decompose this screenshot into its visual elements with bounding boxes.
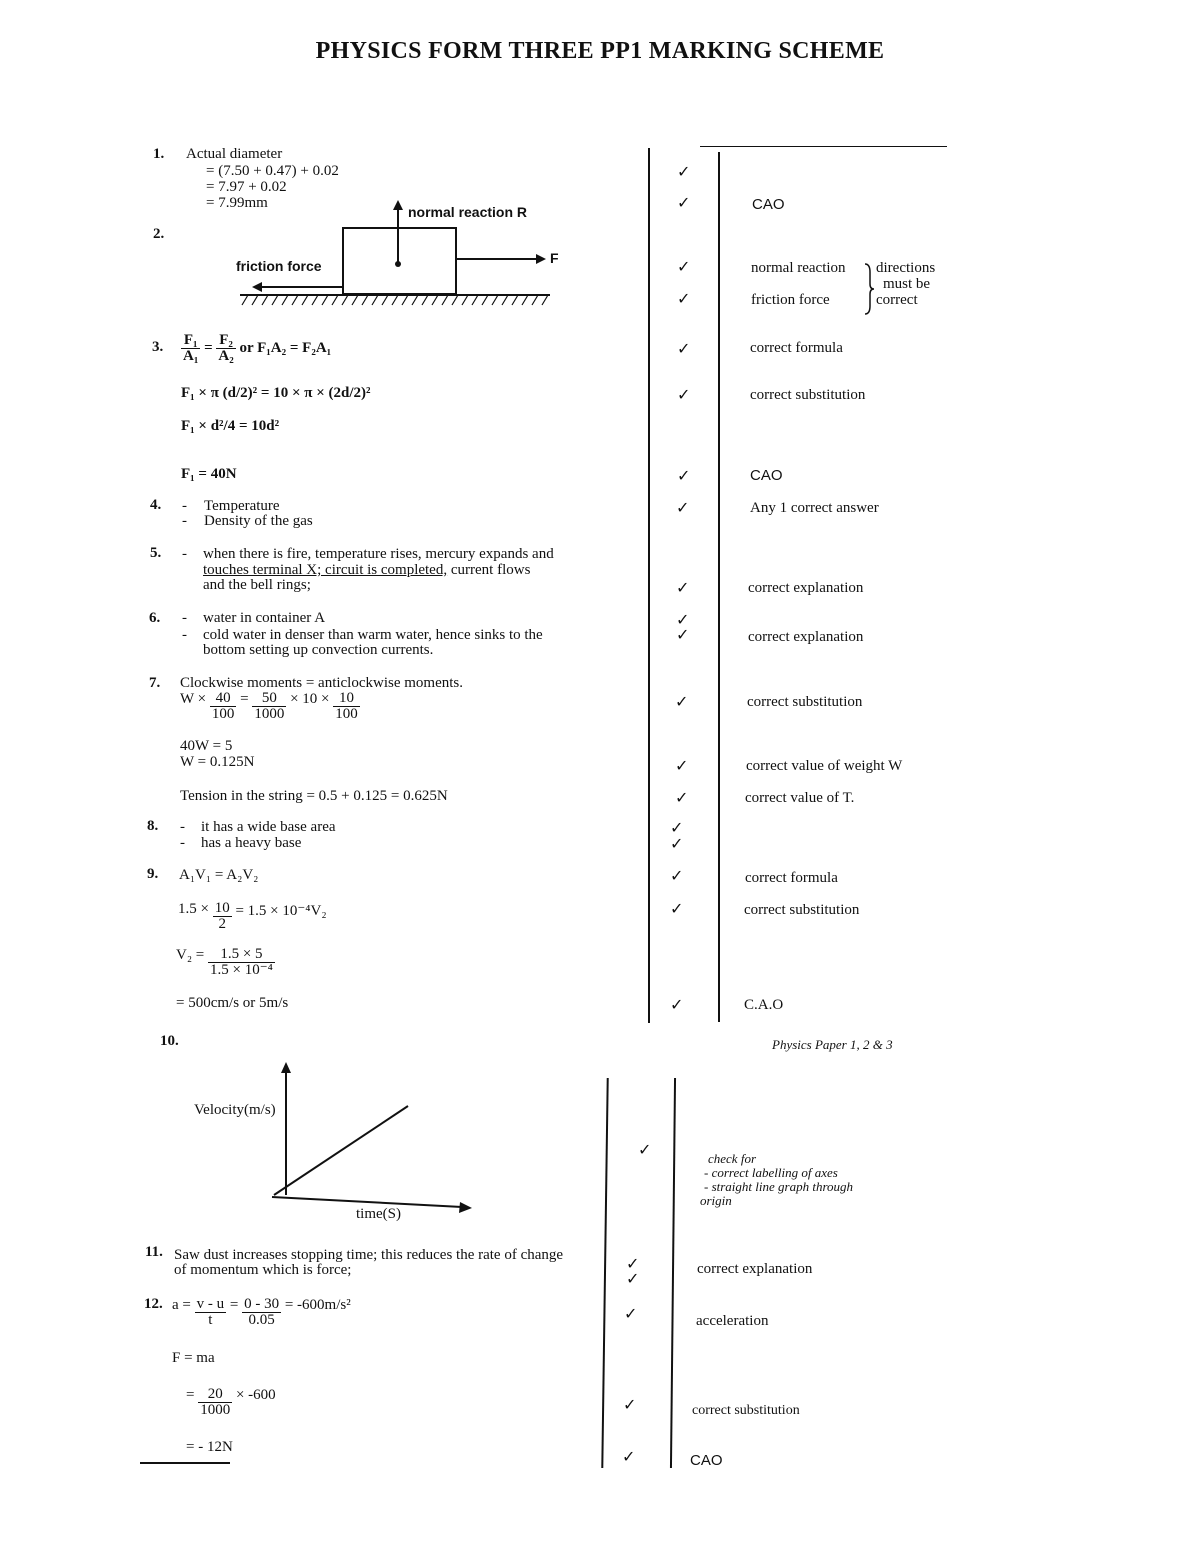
tick-mark: ✓ (626, 1269, 640, 1288)
tick-mark: ✓ (623, 1395, 637, 1414)
question-number: 8. (147, 818, 159, 834)
tick-mark: ✓ (676, 498, 690, 517)
column-divider-left (648, 148, 650, 1023)
q1-label: Actual diameter (186, 146, 283, 162)
bullet: - (180, 835, 185, 851)
q12-frac-den: 0.05 (248, 1312, 275, 1328)
q8-item: has a heavy base (201, 835, 302, 851)
q3-answer: F₁ = 40N (181, 466, 237, 482)
q4-remark: Any 1 correct answer (750, 500, 879, 516)
q9-frac-den: 2 (218, 916, 226, 932)
q7-frac-num: 50 (252, 691, 286, 707)
tick-mark: ✓ (676, 610, 690, 629)
q9-substitution (178, 901, 327, 932)
tick-mark: ✓ (677, 466, 691, 485)
q6-line: cold water in denser than warm water, hence sinks to the (203, 627, 543, 643)
q10-remark: - correct labelling of axes (704, 1165, 838, 1180)
q7-eq-part: × 10 × (290, 691, 330, 707)
q12-line: F = ma (172, 1350, 215, 1366)
tick-mark: ✓ (670, 995, 684, 1014)
q1-line: = 7.97 + 0.02 (206, 179, 287, 195)
column-divider-left-lower (601, 1078, 608, 1468)
q7-remark: correct substitution (747, 694, 863, 710)
y-axis-arrowhead (281, 1062, 291, 1073)
question-number: 12. (144, 1296, 163, 1312)
q2-remark-directions: must be (883, 276, 931, 292)
question-number: 9. (147, 866, 159, 882)
tick-mark: ✓ (676, 578, 690, 597)
bottom-rule (140, 1462, 230, 1464)
q3-remark: correct formula (750, 340, 843, 356)
q10-remark: check for (708, 1151, 757, 1166)
q10-remark: origin (700, 1193, 732, 1208)
tick-mark: ✓ (677, 162, 691, 181)
q9-eq-part: = 1.5 × 10⁻⁴V₂ (235, 903, 327, 919)
tick-mark: ✓ (677, 257, 691, 276)
q9-remark: C.A.O (744, 997, 784, 1013)
q7-substitution: W × $\frac{40}{100}$ = $\frac{50}{1000}$ × 10 × $\frac{10}{100}$ (180, 690, 358, 722)
tick-mark: ✓ (670, 834, 684, 853)
q5-underlined: touches terminal X; circuit is completed, (203, 562, 448, 578)
q12-eq-part: = -600m/s² (284, 1297, 351, 1313)
question-number: 6. (149, 610, 161, 626)
q3-remark: CAO (750, 467, 783, 484)
q8-item: it has a wide base area (201, 819, 336, 835)
tick-mark: ✓ (675, 788, 689, 807)
q6-line: water in container A (203, 610, 326, 626)
y-axis-label: Velocity(m/s) (194, 1102, 276, 1118)
question-number: 10. (160, 1033, 179, 1049)
q9-frac-den: 1.5 × 10⁻⁴ (210, 962, 273, 978)
tick-mark: ✓ (677, 385, 691, 404)
q12-answer: = - 12N (186, 1439, 233, 1455)
block-centre-dot (395, 261, 401, 267)
q4-item: Temperature (204, 498, 280, 514)
q12-acceleration (172, 1297, 351, 1328)
q9-eq-part: V₂ = (176, 947, 205, 963)
q12-frac-num: 0 - 30 (244, 1296, 280, 1312)
q9-answer: = 500cm/s or 5m/s (176, 995, 289, 1011)
q9-remark: correct formula (745, 870, 838, 886)
q11-remark: correct explanation (697, 1261, 813, 1277)
question-number: 11. (145, 1244, 163, 1260)
ground-hatching (242, 295, 548, 305)
tick-mark: ✓ (677, 339, 691, 358)
q2-remark: friction force (751, 292, 830, 308)
column-divider-right-lower (670, 1078, 676, 1468)
q7-frac-num: 40 (210, 691, 237, 707)
q7-line: Tension in the string = 0.5 + 0.125 = 0.625N (180, 788, 448, 804)
q12-remark: CAO (690, 1452, 723, 1469)
q7-remark: correct value of T. (745, 790, 855, 806)
x-axis-arrowhead (459, 1202, 472, 1213)
q2-remark-directions: correct (876, 292, 918, 308)
q7-frac-den: 1000 (254, 706, 285, 722)
graph-line (274, 1106, 408, 1195)
q7-remark: correct value of weight W (746, 758, 903, 774)
header-note: Physics Paper 1, 2 & 3 (772, 1037, 893, 1052)
question-number: 1. (153, 146, 165, 162)
tick-mark: ✓ (677, 289, 691, 308)
column-top-rule (700, 146, 947, 147)
bullet: - (182, 546, 187, 562)
question-number: 7. (149, 675, 161, 691)
q7-eq-part: W × (180, 691, 207, 707)
q12-remark: correct substitution (692, 1403, 800, 1418)
q9-formula: A₁V₁ = A₂V₂ (179, 867, 259, 883)
q9-rearranged (176, 947, 275, 978)
q3-simplify: F₁ × d²/4 = 10d² (181, 418, 280, 434)
q12-eq-part: × -600 (235, 1387, 276, 1403)
tick-mark: ✓ (622, 1447, 636, 1466)
tick-mark: ✓ (670, 818, 684, 837)
q7-line: Clockwise moments = anticlockwise moments. (180, 675, 464, 691)
q7-line: W = 0.125N (180, 754, 255, 770)
q7-line: 40W = 5 (180, 738, 233, 754)
q11-line: Saw dust increases stopping time; this reduces the rate of change (174, 1247, 564, 1263)
tick-mark: ✓ (638, 1140, 652, 1159)
q12-eq-part: = (186, 1387, 195, 1403)
question-number: 5. (150, 545, 162, 561)
q7-frac-den: 100 (211, 706, 235, 722)
q12-remark: acceleration (696, 1313, 769, 1329)
q9-frac-num: 10 (214, 900, 230, 916)
bullet: - (182, 627, 187, 643)
q6-remark: correct explanation (748, 629, 864, 645)
bullet: - (182, 513, 187, 529)
q12-frac-den: 1000 (200, 1402, 231, 1418)
q10-remark: - straight line graph through (704, 1179, 854, 1194)
applied-force-label: F (550, 250, 559, 266)
q4-item: Density of the gas (204, 513, 313, 529)
q12-frac-num: v - u (196, 1296, 225, 1312)
q12-eq-part: a = (172, 1297, 191, 1313)
bullet: - (182, 498, 187, 514)
page-title: PHYSICS FORM THREE PP1 MARKING SCHEME (315, 38, 885, 64)
tick-mark: ✓ (624, 1304, 638, 1323)
applied-force-arrowhead (536, 254, 546, 264)
friction-force-label: friction force (236, 258, 322, 274)
normal-reaction-arrowhead (393, 200, 403, 210)
tick-mark: ✓ (670, 866, 684, 885)
q12-frac-den: t (208, 1312, 213, 1328)
tick-mark: ✓ (676, 625, 690, 644)
q9-remark: correct substitution (744, 902, 860, 918)
q3-substitution: F₁ × π (d/2)² = 10 × π × (2d/2)² (181, 385, 371, 401)
q2-remark: normal reaction (751, 260, 846, 276)
q1-line: = 7.99mm (206, 195, 268, 211)
friction-arrowhead (252, 282, 262, 292)
velocity-time-graph (262, 1060, 482, 1220)
block (343, 228, 456, 294)
q9-eq-part: 1.5 × (178, 901, 209, 917)
q3-formula: $\frac{\text{F₁}}{\text{A₁}}$ = $\frac{\text{F₂}}{\text{A₂}}$ or F₁A₂ = F₂A₁ (183, 332, 332, 364)
bullet: - (180, 819, 185, 835)
brace (862, 262, 876, 316)
tick-mark: ✓ (677, 193, 691, 212)
q5-line: and the bell rings; (203, 577, 311, 593)
bullet: - (182, 610, 187, 626)
tick-mark: ✓ (670, 899, 684, 918)
q6-line: bottom setting up convection currents. (203, 642, 434, 658)
question-number: 4. (150, 497, 162, 513)
q3-formula-alt: or F₁A₂ = F₂A₁ (239, 340, 332, 356)
q2-remark-directions: directions (876, 260, 936, 276)
tick-mark: ✓ (626, 1254, 640, 1273)
q9-frac-num: 1.5 × 5 (208, 947, 275, 963)
q11-line: of momentum which is force; (174, 1262, 352, 1278)
q5-line: when there is fire, temperature rises, mercury expands and (203, 546, 554, 562)
question-number: 3. (152, 339, 164, 355)
q5-line-end: current flows (447, 562, 531, 578)
tick-mark: ✓ (675, 692, 689, 711)
x-axis-label: time(S) (356, 1206, 401, 1222)
column-divider-right (718, 152, 720, 1022)
q3-remark: correct substitution (750, 387, 866, 403)
normal-reaction-label: normal reaction R (408, 204, 528, 220)
q1-line: = (7.50 + 0.47) + 0.02 (206, 163, 339, 179)
q12-substitution (186, 1387, 276, 1418)
q7-frac-num: 10 (333, 691, 360, 707)
q7-frac-den: 100 (335, 706, 358, 722)
tick-mark: ✓ (675, 756, 689, 775)
q12-frac-num: 20 (198, 1387, 232, 1403)
q1-remark: CAO (752, 196, 785, 213)
question-number: 2. (153, 226, 165, 242)
q12-eq-part: = (229, 1297, 239, 1313)
q5-remark: correct explanation (748, 580, 864, 596)
